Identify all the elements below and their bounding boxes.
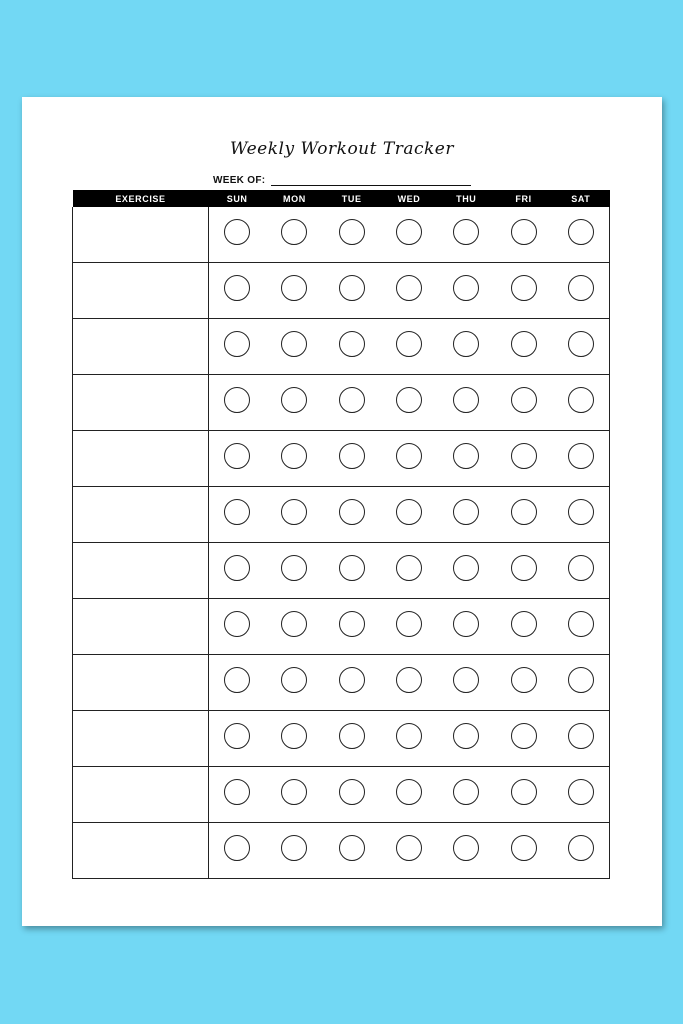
checkbox-circle-icon[interactable] [224,835,250,861]
day-cell-mon [266,823,323,879]
checkbox-circle-icon[interactable] [281,219,307,245]
day-cell-fri [495,599,552,655]
day-cell-sat [552,767,609,823]
exercise-cell[interactable] [73,599,209,655]
day-cell-thu [438,543,495,599]
day-cell-wed [380,711,437,767]
day-cell-tue [323,711,380,767]
checkbox-circle-icon[interactable] [281,779,307,805]
checkbox-circle-icon[interactable] [281,443,307,469]
day-cell-mon [266,655,323,711]
checkbox-circle-icon[interactable] [339,723,365,749]
checkbox-circle-icon[interactable] [281,667,307,693]
day-header-thu: THU [438,190,495,207]
tracker-row [73,823,610,879]
checkbox-circle-icon[interactable] [453,499,479,525]
day-cell-tue [323,823,380,879]
tracker-row [73,655,610,711]
checkbox-circle-icon[interactable] [511,275,537,301]
checkbox-circle-icon[interactable] [568,275,594,301]
day-cell-sun [209,767,266,823]
day-header-sun: SUN [209,190,266,207]
checkbox-circle-icon[interactable] [511,499,537,525]
day-cell-thu [438,207,495,263]
checkbox-circle-icon[interactable] [511,667,537,693]
checkbox-circle-icon[interactable] [339,555,365,581]
day-cell-wed [380,767,437,823]
checkbox-circle-icon[interactable] [511,779,537,805]
day-cell-wed [380,319,437,375]
tracker-row [73,487,610,543]
checkbox-circle-icon[interactable] [511,835,537,861]
checkbox-circle-icon[interactable] [339,835,365,861]
day-header-tue: TUE [323,190,380,207]
day-cell-fri [495,655,552,711]
day-cell-sat [552,543,609,599]
day-cell-tue [323,543,380,599]
exercise-cell[interactable] [73,207,209,263]
day-cell-mon [266,711,323,767]
day-cell-fri [495,431,552,487]
checkbox-circle-icon[interactable] [511,331,537,357]
checkbox-circle-icon[interactable] [568,835,594,861]
day-cell-tue [323,599,380,655]
checkbox-circle-icon[interactable] [224,387,250,413]
tracker-row [73,319,610,375]
day-cell-thu [438,823,495,879]
day-cell-tue [323,431,380,487]
tracker-row [73,375,610,431]
checkbox-circle-icon[interactable] [396,219,422,245]
exercise-cell[interactable] [73,431,209,487]
day-cell-wed [380,823,437,879]
day-cell-thu [438,487,495,543]
checkbox-circle-icon[interactable] [396,275,422,301]
checkbox-circle-icon[interactable] [281,275,307,301]
day-cell-sun [209,655,266,711]
day-cell-sat [552,207,609,263]
day-cell-thu [438,263,495,319]
day-cell-sun [209,319,266,375]
checkbox-circle-icon[interactable] [224,219,250,245]
checkbox-circle-icon[interactable] [339,779,365,805]
checkbox-circle-icon[interactable] [453,275,479,301]
day-cell-fri [495,263,552,319]
day-cell-mon [266,207,323,263]
day-cell-wed [380,263,437,319]
checkbox-circle-icon[interactable] [224,723,250,749]
checkbox-circle-icon[interactable] [453,611,479,637]
day-cell-sat [552,319,609,375]
day-cell-thu [438,375,495,431]
checkbox-circle-icon[interactable] [568,667,594,693]
exercise-cell[interactable] [73,319,209,375]
checkbox-circle-icon[interactable] [396,723,422,749]
exercise-cell[interactable] [73,711,209,767]
tracker-row [73,767,610,823]
checkbox-circle-icon[interactable] [281,499,307,525]
day-cell-sun [209,431,266,487]
checkbox-circle-icon[interactable] [339,275,365,301]
checkbox-circle-icon[interactable] [568,499,594,525]
day-cell-mon [266,767,323,823]
day-cell-mon [266,599,323,655]
checkbox-circle-icon[interactable] [453,779,479,805]
checkbox-circle-icon[interactable] [568,219,594,245]
week-of-input-line[interactable] [271,173,471,186]
day-header-sat: SAT [552,190,609,207]
checkbox-circle-icon[interactable] [281,723,307,749]
checkbox-circle-icon[interactable] [281,611,307,637]
day-cell-thu [438,599,495,655]
day-cell-fri [495,711,552,767]
checkbox-circle-icon[interactable] [568,387,594,413]
checkbox-circle-icon[interactable] [281,387,307,413]
checkbox-circle-icon[interactable] [568,555,594,581]
checkbox-circle-icon[interactable] [396,779,422,805]
checkbox-circle-icon[interactable] [224,331,250,357]
checkbox-circle-icon[interactable] [396,611,422,637]
tracker-row [73,263,610,319]
day-cell-sun [209,543,266,599]
week-of-row [213,170,471,186]
day-header-fri: FRI [495,190,552,207]
tracker-row [73,431,610,487]
checkbox-circle-icon[interactable] [339,387,365,413]
checkbox-circle-icon[interactable] [281,555,307,581]
day-cell-sun [209,711,266,767]
day-cell-mon [266,263,323,319]
checkbox-circle-icon[interactable] [339,667,365,693]
tracker-row [73,543,610,599]
day-cell-fri [495,823,552,879]
tracker-body [73,207,610,879]
day-cell-sat [552,487,609,543]
checkbox-circle-icon[interactable] [281,835,307,861]
checkbox-circle-icon[interactable] [453,331,479,357]
checkbox-circle-icon[interactable] [453,723,479,749]
day-cell-tue [323,263,380,319]
day-cell-fri [495,375,552,431]
checkbox-circle-icon[interactable] [224,611,250,637]
checkbox-circle-icon[interactable] [339,331,365,357]
checkbox-circle-icon[interactable] [396,835,422,861]
checkbox-circle-icon[interactable] [568,779,594,805]
day-cell-wed [380,431,437,487]
day-cell-tue [323,319,380,375]
checkbox-circle-icon[interactable] [568,331,594,357]
exercise-column-header: EXERCISE [73,190,209,207]
day-cell-thu [438,431,495,487]
day-cell-wed [380,543,437,599]
day-cell-mon [266,487,323,543]
day-cell-sun [209,263,266,319]
checkbox-circle-icon[interactable] [396,499,422,525]
day-cell-thu [438,767,495,823]
day-cell-sat [552,599,609,655]
day-cell-mon [266,375,323,431]
day-cell-thu [438,319,495,375]
checkbox-circle-icon[interactable] [453,387,479,413]
checkbox-circle-icon[interactable] [511,723,537,749]
checkbox-circle-icon[interactable] [568,611,594,637]
checkbox-circle-icon[interactable] [396,667,422,693]
day-cell-mon [266,319,323,375]
day-cell-tue [323,767,380,823]
day-cell-sat [552,655,609,711]
exercise-cell[interactable] [73,543,209,599]
tracker-row [73,711,610,767]
day-cell-fri [495,487,552,543]
day-cell-sat [552,431,609,487]
exercise-cell[interactable] [73,767,209,823]
day-cell-sun [209,207,266,263]
checkbox-circle-icon[interactable] [224,555,250,581]
exercise-cell[interactable] [73,823,209,879]
day-cell-mon [266,431,323,487]
checkbox-circle-icon[interactable] [224,275,250,301]
day-cell-tue [323,487,380,543]
checkbox-circle-icon[interactable] [339,219,365,245]
day-cell-fri [495,767,552,823]
exercise-cell[interactable] [73,655,209,711]
worksheet-title: Weekly Workout Tracker [230,139,454,159]
checkbox-circle-icon[interactable] [453,667,479,693]
week-of-label: WEEK OF: [213,175,266,186]
day-cell-thu [438,711,495,767]
checkbox-circle-icon[interactable] [396,387,422,413]
checkbox-circle-icon[interactable] [453,219,479,245]
day-cell-wed [380,207,437,263]
tracker-row [73,599,610,655]
tracker-header-row [73,190,610,207]
checkbox-circle-icon[interactable] [281,331,307,357]
day-cell-mon [266,543,323,599]
checkbox-circle-icon[interactable] [568,723,594,749]
day-cell-fri [495,543,552,599]
checkbox-circle-icon[interactable] [511,219,537,245]
day-cell-sat [552,711,609,767]
day-cell-sat [552,823,609,879]
checkbox-circle-icon[interactable] [453,835,479,861]
checkbox-circle-icon[interactable] [224,667,250,693]
checkbox-circle-icon[interactable] [511,555,537,581]
day-cell-fri [495,207,552,263]
day-cell-tue [323,207,380,263]
day-cell-wed [380,655,437,711]
checkbox-circle-icon[interactable] [511,611,537,637]
day-cell-sun [209,375,266,431]
checkbox-circle-icon[interactable] [511,443,537,469]
day-header-wed: WED [380,190,437,207]
day-cell-wed [380,375,437,431]
day-cell-sat [552,375,609,431]
exercise-cell[interactable] [73,487,209,543]
checkbox-circle-icon[interactable] [224,779,250,805]
checkbox-circle-icon[interactable] [339,611,365,637]
day-cell-sun [209,487,266,543]
day-cell-sat [552,263,609,319]
checkbox-circle-icon[interactable] [396,331,422,357]
checkbox-circle-icon[interactable] [453,443,479,469]
workout-tracker-table [72,190,610,879]
day-cell-wed [380,599,437,655]
checkbox-circle-icon[interactable] [396,555,422,581]
day-cell-thu [438,655,495,711]
checkbox-circle-icon[interactable] [224,499,250,525]
day-cell-tue [323,655,380,711]
day-cell-sun [209,823,266,879]
checkbox-circle-icon[interactable] [453,555,479,581]
exercise-cell[interactable] [73,263,209,319]
checkbox-circle-icon[interactable] [339,443,365,469]
checkbox-circle-icon[interactable] [511,387,537,413]
checkbox-circle-icon[interactable] [396,443,422,469]
day-header-mon: MON [266,190,323,207]
checkbox-circle-icon[interactable] [224,443,250,469]
worksheet-page [22,97,662,926]
exercise-cell[interactable] [73,375,209,431]
checkbox-circle-icon[interactable] [339,499,365,525]
day-cell-wed [380,487,437,543]
day-cell-fri [495,319,552,375]
day-cell-sun [209,599,266,655]
day-cell-tue [323,375,380,431]
tracker-row [73,207,610,263]
checkbox-circle-icon[interactable] [568,443,594,469]
